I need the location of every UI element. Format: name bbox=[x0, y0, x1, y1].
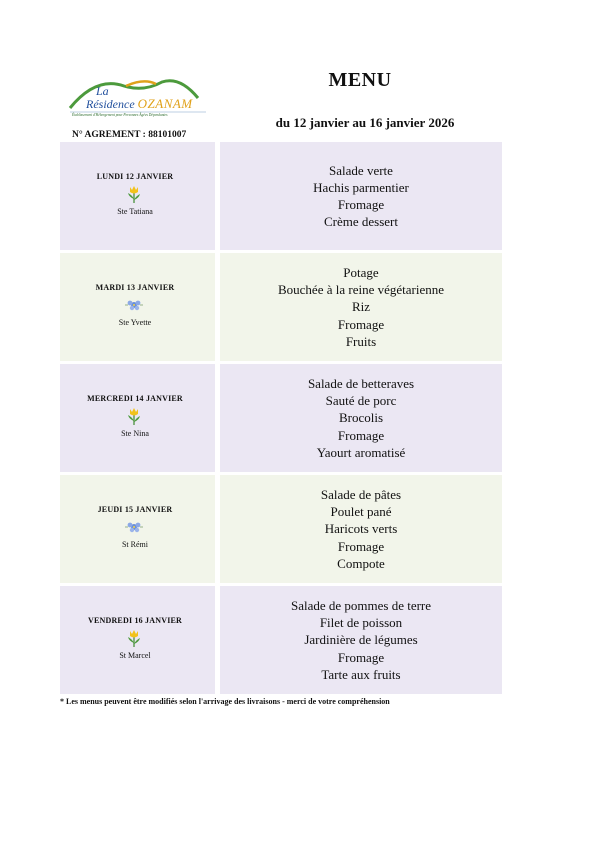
blue-flowers-icon bbox=[124, 517, 144, 537]
day-row-vendredi bbox=[60, 586, 502, 694]
day-row-mardi bbox=[60, 253, 502, 361]
residence-logo bbox=[66, 72, 214, 124]
dish: Salade de pâtes bbox=[320, 486, 402, 502]
tulip-icon bbox=[124, 628, 144, 648]
day-name: JEUDI 15 JANVIER bbox=[97, 505, 173, 514]
dish: Compote bbox=[337, 555, 385, 571]
dish: Salade de pommes de terre bbox=[290, 597, 432, 613]
footnote: * Les menus peuvent être modifiés selon l'arrivage des livraisons - merci de votre compréhension bbox=[60, 697, 390, 706]
dish-list bbox=[220, 253, 502, 361]
day-row-lundi bbox=[60, 142, 502, 250]
day-cell bbox=[60, 475, 215, 583]
dish: Fromage bbox=[337, 427, 385, 443]
day-row-jeudi bbox=[60, 475, 502, 583]
day-name: MARDI 13 JANVIER bbox=[95, 283, 175, 292]
menu-period: du 12 janvier au 16 janvier 2026 bbox=[275, 115, 455, 130]
dish: Fromage bbox=[337, 649, 385, 665]
day-name: VENDREDI 16 JANVIER bbox=[87, 616, 183, 625]
dish: Tarte aux fruits bbox=[321, 666, 401, 682]
dish: Haricots verts bbox=[324, 521, 398, 537]
dish: Salade verte bbox=[329, 162, 393, 178]
brand-name-prefix: Résidence bbox=[86, 97, 135, 111]
page-title: MENU bbox=[328, 69, 392, 91]
dish: Poulet pané bbox=[330, 504, 392, 520]
dish-list bbox=[220, 475, 502, 583]
dish: Brocolis bbox=[338, 410, 384, 426]
tulip-icon bbox=[124, 406, 144, 426]
dish: Crème dessert bbox=[323, 214, 398, 230]
dish: Fromage bbox=[337, 538, 385, 554]
dish: Sauté de porc bbox=[325, 393, 397, 409]
dish-list bbox=[220, 364, 502, 472]
day-name: MERCREDI 14 JANVIER bbox=[87, 394, 183, 403]
dish-list bbox=[220, 142, 502, 250]
dish: Riz bbox=[351, 299, 371, 315]
dish: Filet de poisson bbox=[319, 615, 403, 631]
day-name: LUNDI 12 JANVIER bbox=[96, 172, 174, 181]
day-cell bbox=[60, 586, 215, 694]
dish-list bbox=[220, 586, 502, 694]
brand-name bbox=[86, 96, 193, 112]
dish: Fromage bbox=[337, 197, 385, 212]
brand-name-highlight: OZANAM bbox=[137, 96, 193, 111]
agrement-number: N° AGREMENT : 88101007 bbox=[72, 130, 187, 140]
dish: Yaourt aromatisé bbox=[316, 444, 406, 460]
brand-prefix: La bbox=[96, 84, 109, 98]
saint-name: St Rémi bbox=[121, 540, 148, 549]
dish: Bouchée à la reine végétarienne bbox=[277, 282, 445, 298]
tulip-icon bbox=[124, 184, 144, 204]
day-cell bbox=[60, 364, 215, 472]
blue-flowers-icon bbox=[124, 295, 144, 315]
dish: Fromage bbox=[337, 316, 385, 332]
dish: Hachis parmentier bbox=[313, 179, 409, 195]
saint-name: Ste Yvette bbox=[118, 318, 152, 327]
dish: Jardinière de légumes bbox=[304, 632, 418, 648]
saint-name: Ste Tatiana bbox=[117, 207, 153, 216]
dish: Fruits bbox=[345, 333, 377, 349]
brand-tagline: Établissement d'Hébergement pour Personnes Âgées Dépendantes bbox=[72, 113, 168, 117]
day-cell bbox=[60, 253, 215, 361]
dish: Potage bbox=[343, 264, 379, 280]
day-row-mercredi bbox=[60, 364, 502, 472]
saint-name: Ste Nina bbox=[121, 429, 149, 438]
saint-name: St Marcel bbox=[119, 651, 151, 660]
dish: Salade de betteraves bbox=[307, 375, 415, 391]
day-cell bbox=[60, 142, 215, 250]
